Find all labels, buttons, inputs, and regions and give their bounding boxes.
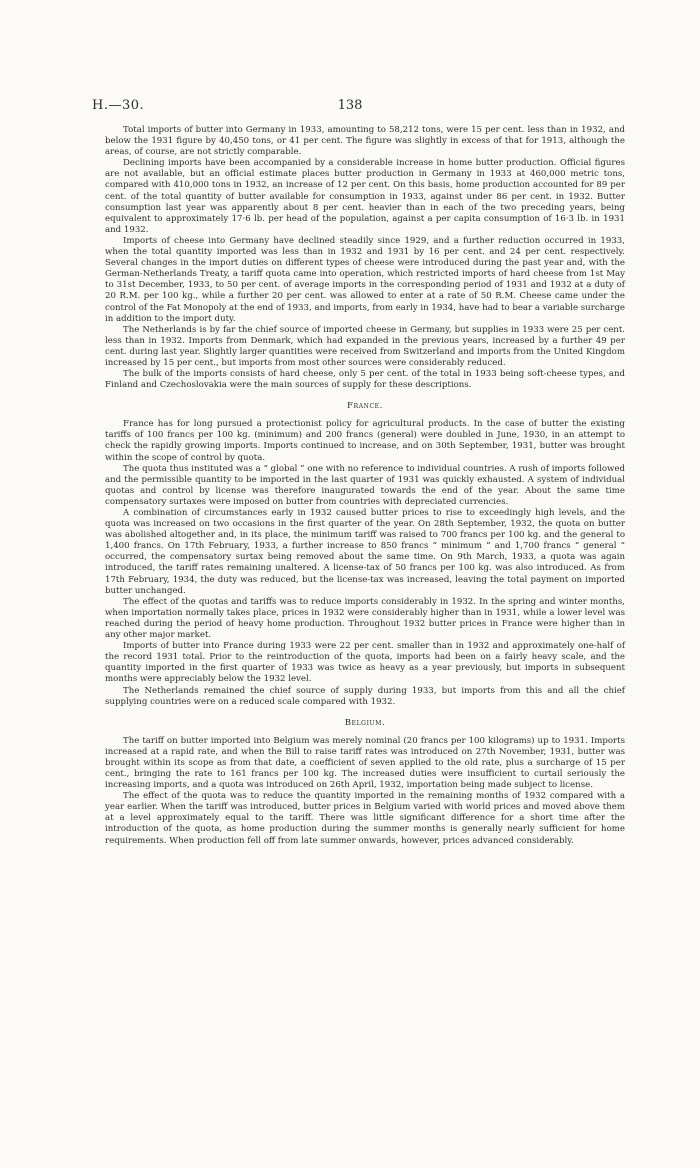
germany-section xyxy=(105,125,625,391)
page-body xyxy=(105,125,625,847)
belgium-section xyxy=(105,718,625,847)
paragraph: The effect of the quotas and tariffs was to reduce imports considerably in 1932. In the spring and winter months, when importation normally takes place, prices in 1932 were considerably higher than in 1931, while a lower level was reached during the period of heavy home production. Throughout 1932 butter prices in France were higher than in any other major market. xyxy=(105,596,625,641)
section-heading-belgium: Belgium. xyxy=(344,717,386,728)
paragraph: The effect of the quota was to reduce the quantity imported in the remaining months of 1932 compared with a year earlier. When the tariff was introduced, butter prices in Belgium varied with world prices and moved above them at a level approximately equal to the tariff. There was little significant difference for a short time after the introduction of the quota, as home production during the summer months is generally nearly sufficient for home requirements. When production fell off from late summer onwards, however, prices advanced considerably. xyxy=(105,791,625,846)
paragraph: The tariff on butter imported into Belgium was merely nominal (20 francs per 100 kilograms) up to 1931. Imports increased at a rapid rate, and when the Bill to raise tariff rates was introduced on 27th November, 1931, butter was brought within its scope as from that date, a coefficient of seven applied to the old rate, plus a surcharge of 15 per cent., bringing the rate to 161 francs per 100 kg. The increased duties were insufficient to curtail seriously the increasing imports, and a quota was introduced on 26th April, 1932, importation being made subject to license. xyxy=(105,735,625,791)
paragraph: France has for long pursued a protectionist policy for agricultural products. In the case of butter the existing tariffs of 100 francs per 100 kg. (minimum) and 200 francs (general) were doubled in June, 1930, in an attempt to check the rapidly growing imports. Imports continued to increase, and on 30th September, 1931, butter was brought within the scope of control by quota. xyxy=(105,419,625,463)
page-header xyxy=(92,98,608,114)
paragraph: Imports of butter into France during 1933 were 22 per cent. smaller than in 1932 and approximately one-half of the record 1931 total. Prior to the reintroduction of the quota, imports had been on a fairly heavy scale, and the quantity imported in the first quarter of 1933 was twice as heavy as a year previously, but imports in subsequent months were appreciably below the 1932 level. xyxy=(105,641,625,685)
paragraph: A combination of circumstances early in 1932 caused butter prices to rise to exceedingly high levels, and the quota was increased on two occasions in the first quarter of the year. On 28th September, 1932, the quota on butter was abolished altogether and, in its place, the minimum tariff was raised to 700 francs per 100 kg. and the general to 1,400 francs. On 17th February, 1933, a further increase to 850 francs “ minimum ” and 1,700 francs “ general ” occurred, the compensatory surtax being removed about the same time. On 9th March, 1933, a quota was again introduced, the tariff rates remaining unaltered. A license-tax of 50 francs per 100 kg. was also introduced. As from 17th February, 1934, the duty was reduced, but the license-tax was increased, leaving the total payment on imported butter unchanged. xyxy=(105,508,625,596)
page-number: 138 xyxy=(337,98,363,113)
document-reference: H.—30. xyxy=(92,98,145,113)
paragraph: Total imports of butter into Germany in 1933, amounting to 58,212 tons, were 15 per cent. less than in 1932, and below the 1931 figure by 40,450 tons, or 41 per cent. The figure was slightly in excess of that for 1913, although the areas, of course, are not strictly comparable. xyxy=(105,125,625,158)
france-section xyxy=(105,401,625,707)
paragraph: The quota thus instituted was a “ global ” one with no reference to individual countries. A rush of imports followed and the permissible quantity to be imported in the last quarter of 1931 was quickly exhausted. A system of individual quotas and control by license was therefore inaugurated towards the end of the year. About the same time compensatory surtaxes were imposed on butter from countries with depreciated currencies. xyxy=(105,463,625,507)
paragraph: The Netherlands remained the chief source of supply during 1933, but imports from this and all the chief supplying countries were on a reduced scale compared with 1932. xyxy=(105,685,625,707)
paragraph: The bulk of the imports consists of hard cheese, only 5 per cent. of the total in 1933 being soft-cheese types, and Finland and Czechoslovakia were the main sources of supply for these descriptions. xyxy=(105,369,625,391)
paragraph: Imports of cheese into Germany have declined steadily since 1929, and a further reduction occurred in 1933, when the total quantity imported was less than in 1932 and 1931 by 16 per cent. and 24 per cent. respectively. Several changes in the import duties on different types of cheese were introduced during the past year and, with the German-Netherlands Treaty, a tariff quota came into operation, which restricted imports of hard cheese from 1st May to 31st December, 1933, to 50 per cent. of average imports in the corresponding period of 1931 and 1932 at a duty of 20 R.M. per 100 kg., while a further 20 per cent. was allowed to enter at a rate of 50 R.M. Cheese came under the control of the Fat Monopoly at the end of 1933, and imports, from early in 1934, have had to bear a variable surcharge in addition to the import duty. xyxy=(105,235,625,324)
section-heading-france: France. xyxy=(347,401,383,412)
paragraph: Declining imports have been accompanied by a considerable increase in home butter production. Official figures are not available, but an official estimate places butter production in Germany in 1933 at 460,000 metric tons, compared with 410,000 tons in 1932, an increase of 12 per cent. On this basis, home production accounted for 89 per cent. of the total quantity of butter available for consumption in 1933, against under 86 per cent. in 1932. Butter consumption last year was apparently about 8 per cent. heavier than in each of the two preceding years, being equivalent to approximately 17·6 lb. per head of the population, against a per capita consumption of 16·3 lb. in 1931 and 1932. xyxy=(105,158,625,235)
paragraph: The Netherlands is by far the chief source of imported cheese in Germany, but supplies in 1933 were 25 per cent. less than in 1932. Imports from Denmark, which had expanded in the previous years, increased by a further 49 per cent. during last year. Slightly larger quantities were received from Switzerland and imports from the United Kingdom increased by 15 per cent., but imports from most other sources were considerably reduced. xyxy=(105,324,625,368)
